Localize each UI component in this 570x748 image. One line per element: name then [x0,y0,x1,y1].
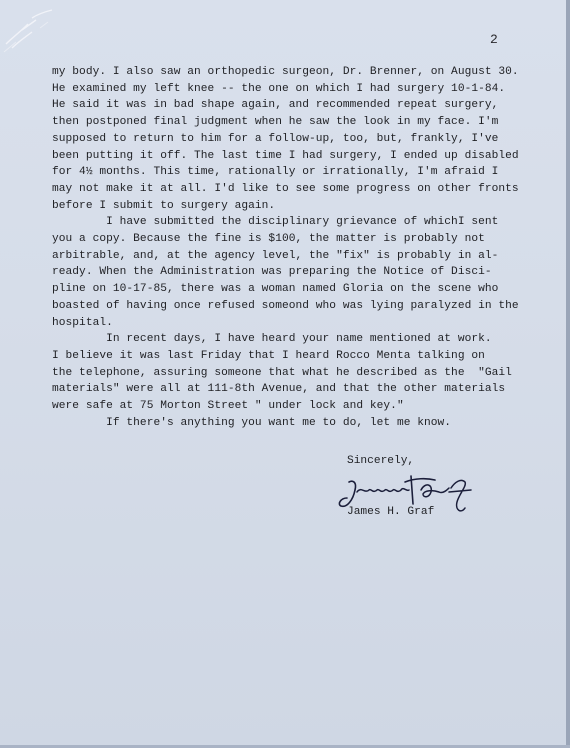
closing-salutation: Sincerely, [347,455,415,467]
paragraph-1 [52,64,542,214]
text-line: before I submit to surgery again. [52,199,276,212]
page-number: 2 [490,32,498,47]
corner-scratch-mark [2,8,60,54]
text-line: In recent days, I have heard your name mentioned at work. [52,333,492,346]
text-line: then postponed final judgment when he saw the look in my face. I'm [52,116,499,129]
text-line: hospital. [52,316,113,329]
page-edge-shadow [566,0,570,748]
text-line: you a copy. Because the fine is $100, the matter is probably not [52,233,485,246]
text-line: my body. I also saw an orthopedic surgeon, Dr. Brenner, on August 30. [52,66,519,78]
paragraph-3 [52,331,542,415]
text-line: were safe at 75 Morton Street " under lock and key." [52,400,404,413]
text-line: arbitrable, and, at the agency level, the "fix" is probably in al- [52,249,499,262]
letter-body [52,64,542,431]
text-line: for 4½ months. This time, rationally or irrationally, I'm afraid I [52,166,499,179]
typed-signature-name: James H. Graf [347,506,435,518]
text-line: may not make it at all. I'd like to see some progress on other fronts [52,182,519,195]
text-line: the telephone, assuring someone that what he described as the "Gail [52,366,512,379]
paragraph-2 [52,214,542,331]
text-line: supposed to return to him for a follow-up, too, but, frankly, I've [52,132,499,145]
text-line: If there's anything you want me to do, let me know. [52,416,452,429]
text-line: boasted of having once refused someond who was lying paralyzed in the [52,299,519,312]
text-line: I believe it was last Friday that I heard Rocco Menta talking on [52,349,485,362]
text-line: been putting it off. The last time I had surgery, I ended up disabled [52,149,519,162]
text-line: I have submitted the disciplinary grievance of whichI sent [52,216,499,229]
text-line: He examined my left knee -- the one on which I had surgery 10-1-84. [52,82,506,95]
text-line: He said it was in bad shape again, and recommended repeat surgery, [52,99,499,112]
text-line: materials" were all at 111-8th Avenue, and that the other materials [52,383,506,396]
text-line: pline on 10-17-85, there was a woman named Gloria on the scene who [52,283,499,296]
paragraph-4 [52,415,542,432]
text-line: ready. When the Administration was preparing the Notice of Disci- [52,266,492,279]
